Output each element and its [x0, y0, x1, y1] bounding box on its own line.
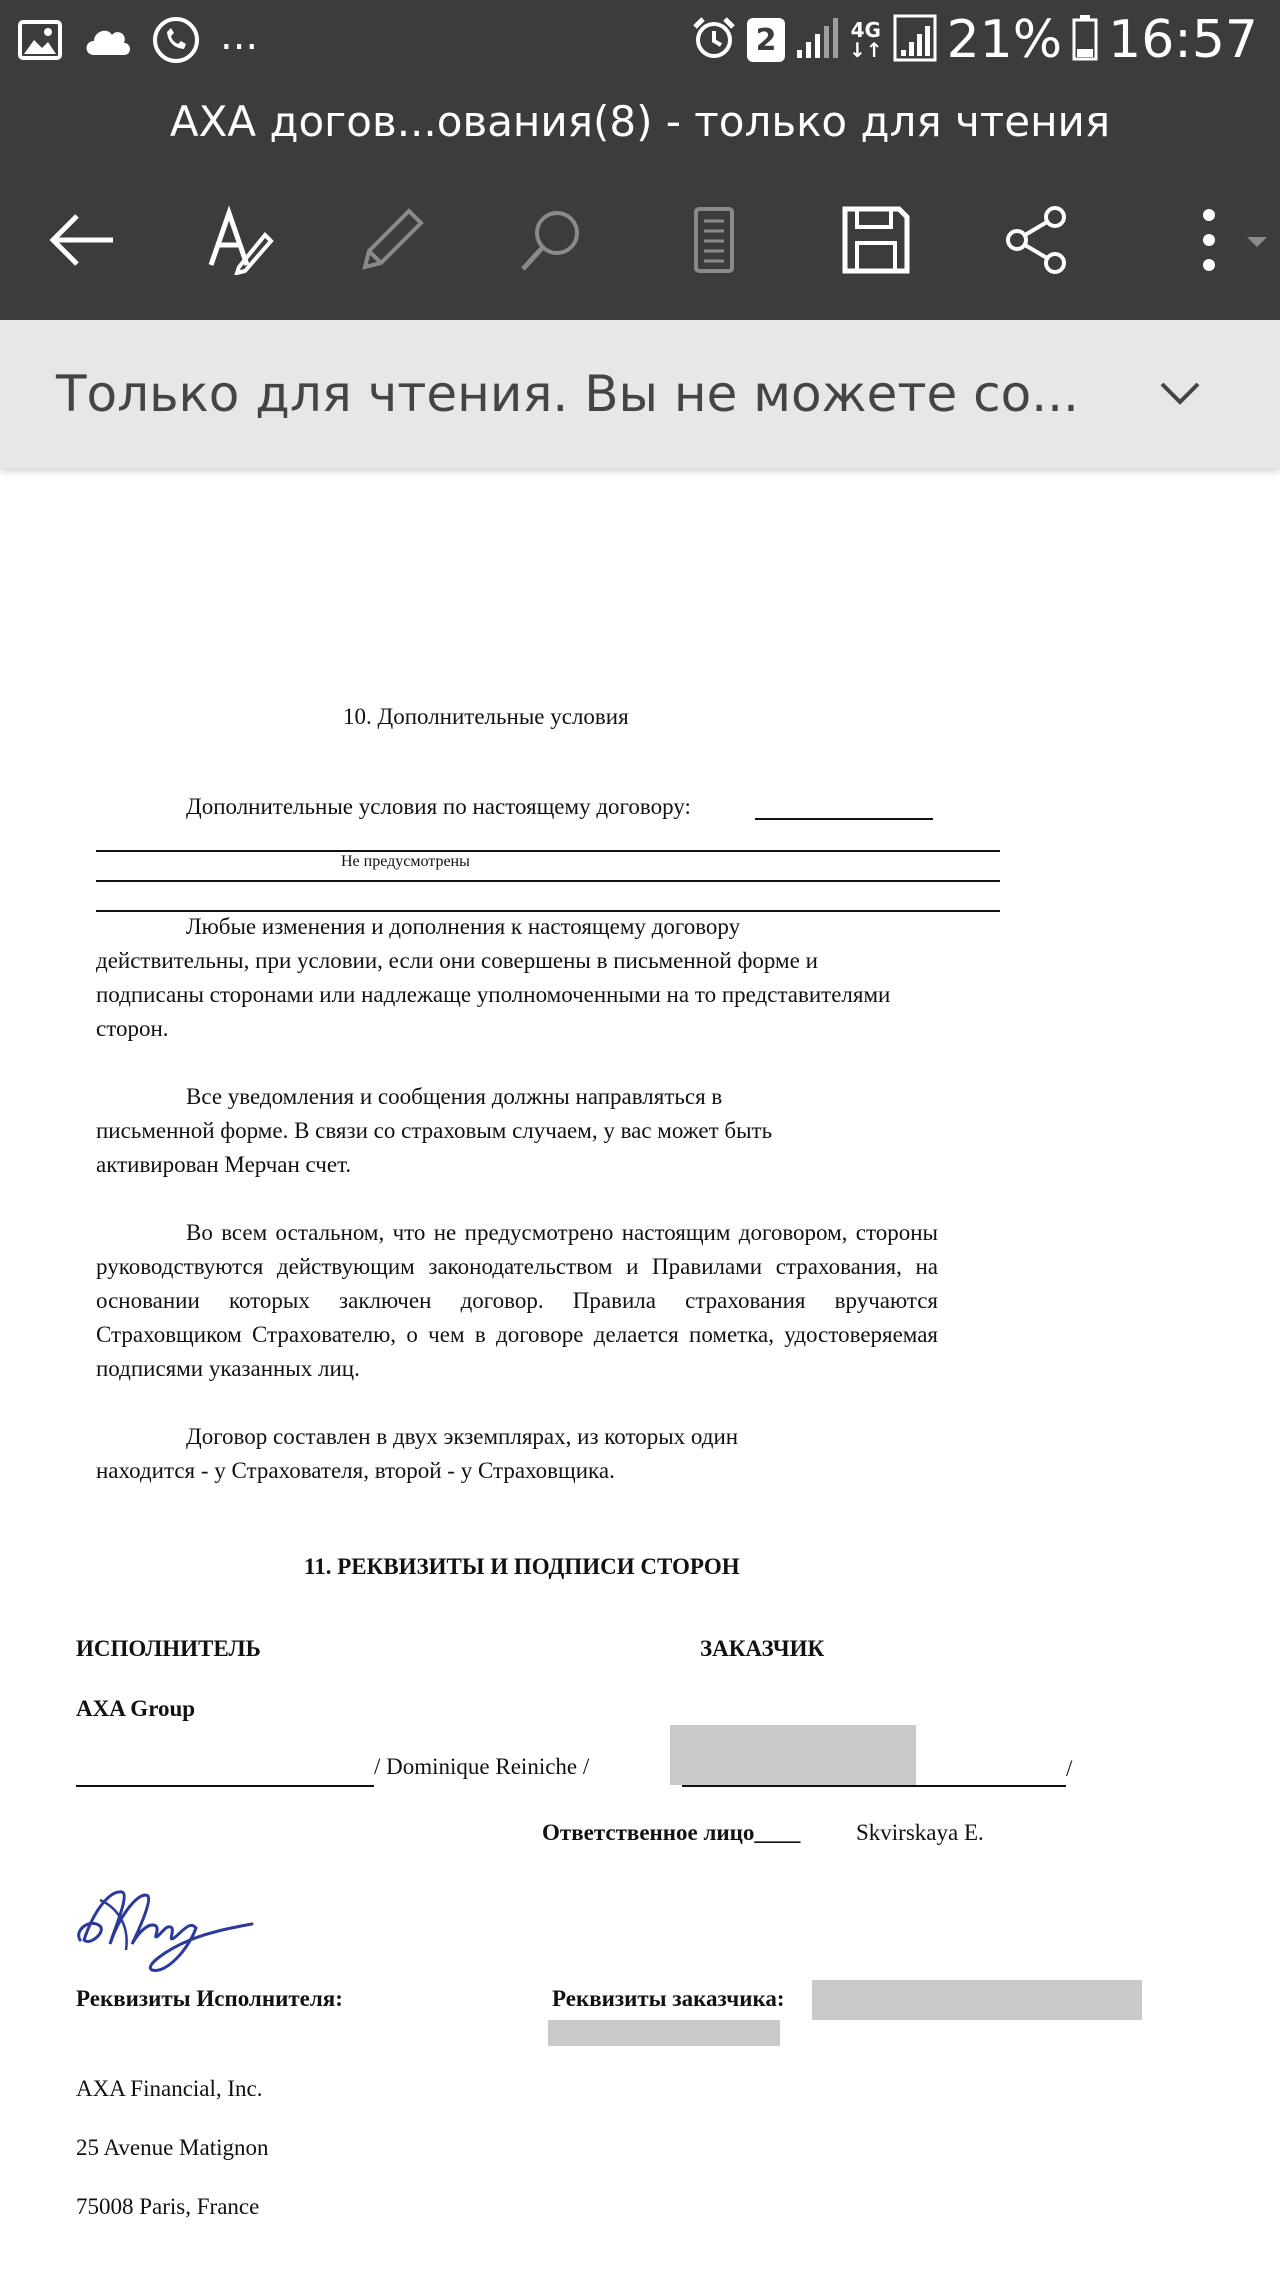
executor-signature-line	[76, 1785, 374, 1787]
back-arrow-icon	[47, 210, 117, 270]
save-button[interactable]	[836, 200, 916, 280]
share-icon	[1003, 205, 1073, 275]
fill-line	[96, 880, 1000, 882]
section10-heading: 10. Дополнительные условия	[343, 704, 629, 729]
address-line: 25 Avenue Matignon	[76, 2135, 269, 2160]
customer-label: ЗАКАЗЧИК	[700, 1636, 825, 1661]
fill-line	[755, 818, 933, 820]
call-notification-icon	[152, 16, 200, 68]
sim-badge: 2	[747, 18, 785, 62]
network-label: 4G	[850, 18, 881, 42]
customer-signature-line	[682, 1785, 1066, 1787]
more-options-icon	[1169, 205, 1269, 275]
more-notifications-text: ...	[220, 13, 259, 59]
document-page	[0, 480, 1280, 2276]
customer-signature-slash: /	[1066, 1756, 1073, 1781]
search-icon	[517, 205, 587, 275]
battery-icon	[1072, 15, 1098, 65]
pen-button[interactable]	[352, 200, 432, 280]
gallery-notification-icon	[18, 20, 62, 64]
alarm-icon	[691, 15, 737, 65]
responsible-label: Ответственное лицо____	[542, 1820, 801, 1845]
expand-banner-button[interactable]	[1156, 364, 1204, 428]
customer-details-label: Реквизиты заказчика:	[552, 1986, 785, 2011]
redacted-customer-details-2	[548, 2020, 780, 2046]
status-bar-left	[18, 13, 259, 68]
paragraph-notifications: Все уведомления и сообщения должны направляться в письменной форме. В связи со страховым случаем, у вас может быть активирован Мерчан счет.	[96, 1084, 773, 1177]
executor-details-label: Реквизиты Исполнителя:	[76, 1986, 343, 2011]
text-edit-icon	[205, 205, 275, 275]
data-arrows-icon: ↓↑	[849, 38, 883, 62]
section11-heading: 11. РЕКВИЗИТЫ И ПОДПИСИ СТОРОН	[304, 1554, 740, 1579]
network-type	[849, 20, 883, 60]
title-bar	[0, 84, 1280, 160]
paragraph-amendments: Любые изменения и дополнения к настоящему договору действительны, при условии, если они совершены в письменной форме и подписаны сторонами или надлежаще уполномоченными на то представителями сторон.	[96, 914, 891, 1041]
pencil-icon	[357, 205, 427, 275]
redacted-customer-details	[812, 1980, 1142, 2020]
not-provided-text: Не предусмотрены	[341, 853, 470, 870]
more-options-button[interactable]	[1164, 200, 1274, 280]
text-edit-button[interactable]	[200, 200, 280, 280]
battery-percent: 21%	[946, 10, 1063, 70]
status-bar-right	[691, 8, 1258, 72]
responsible-name: Skvirskaya E.	[856, 1820, 984, 1845]
read-only-banner[interactable]	[0, 320, 1280, 468]
search-button[interactable]	[512, 200, 592, 280]
chevron-down-icon	[1156, 364, 1204, 424]
reading-view-button[interactable]	[674, 200, 754, 280]
executor-signer: / Dominique Reiniche /	[374, 1754, 590, 1779]
address-line: 75008 Paris, France	[76, 2194, 260, 2219]
signal-icon	[795, 16, 839, 64]
section10-label: Дополнительные условия по настоящему договору:	[186, 794, 691, 819]
share-button[interactable]	[998, 200, 1078, 280]
paragraph-copies: Договор составлен в двух экземплярах, из которых один находится - у Страхователя, второй - у Страховщика.	[96, 1424, 739, 1483]
executor-label: ИСПОЛНИТЕЛЬ	[76, 1636, 261, 1661]
clock-time: 16:57	[1108, 10, 1258, 70]
address-line: AXA Financial, Inc.	[76, 2076, 263, 2101]
document-title: AXA догов...ования(8) - только для чтения	[169, 97, 1111, 146]
read-only-banner-text: Только для чтения. Вы не можете со...	[56, 365, 1079, 423]
executor-name: AXA Group	[76, 1696, 196, 1721]
status-bar	[0, 0, 1280, 84]
save-icon	[841, 205, 911, 275]
back-button[interactable]	[42, 200, 122, 280]
reading-view-icon	[684, 205, 744, 275]
redacted-customer-signature	[670, 1725, 916, 1785]
executor-handwritten-signature	[70, 1870, 260, 1985]
fill-line	[96, 850, 1000, 852]
signal-icon-2	[893, 14, 937, 66]
toolbar	[0, 160, 1280, 320]
cloud-notification-icon	[82, 23, 132, 61]
paragraph-other-matters: Во всем остальном, что не предусмотрено настоящим договором, стороны руководствуются действующим законодательством и Правилами страхования, на основании которых заключен договор. Правила страхования вручаются Страховщиком Страхователю, о чем в договоре делается пометка, удостоверяемая подписями указанных лиц.	[96, 1220, 938, 1381]
